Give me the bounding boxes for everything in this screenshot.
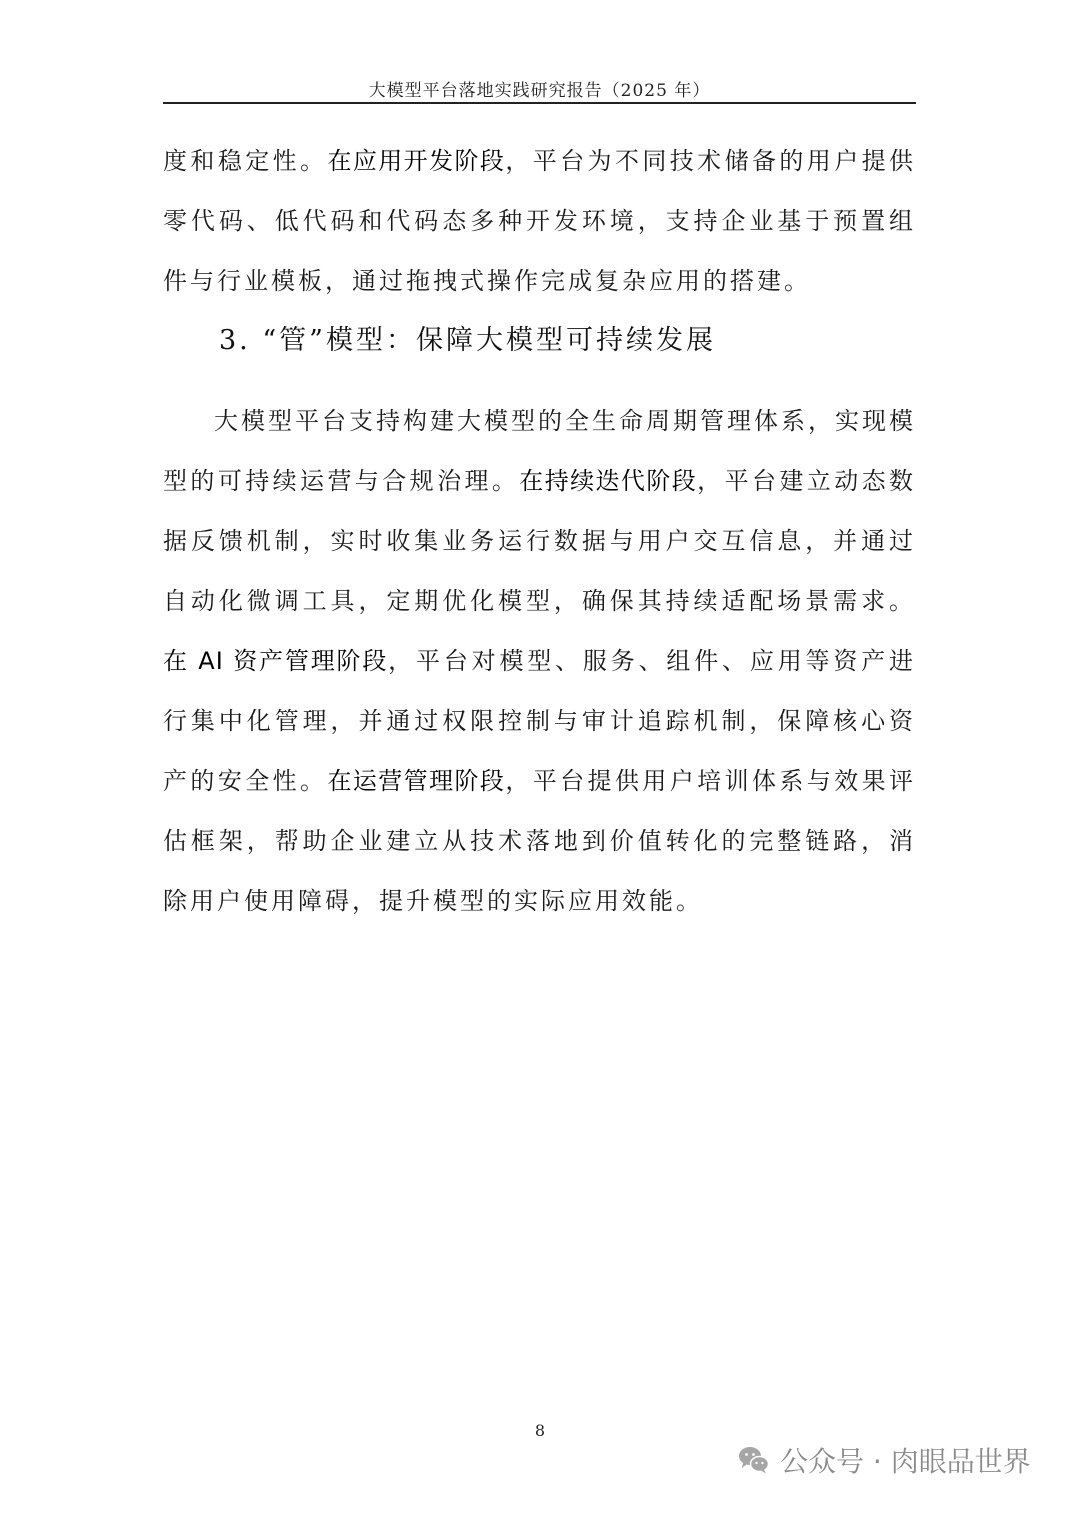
emphasis-app-development-stage: 在应用开发阶段 [327,147,506,175]
paragraph-model-management [163,391,916,931]
page-number: 8 [534,1421,546,1440]
paragraph-text: 度和稳定性。 [163,147,328,175]
watermark [738,1432,1031,1488]
paragraph-text: ，平台建立动态数据反馈机制，实时收集业务运行数据与用户交互信息，并通过自动化微调工具，定期优化模型，确保其持续适配场景需求。 [163,467,917,615]
emphasis-continuous-iteration-stage: 在持续迭代阶段 [519,467,698,495]
emphasis-ai-asset-management-stage: 在 AI 资产管理阶段 [163,647,389,675]
running-header: 大模型平台落地实践研究报告（2025 年） [368,81,711,101]
paragraph-text: ，平台对模型、服务、组件、应用等资产进行集中化管理，并通过权限控制与审计追踪机制，保障核心资产的安全性。 [163,647,916,795]
section-heading: 3. “管”模型：保障大模型可持续发展 [219,325,716,356]
paragraph-text: 大模型平台支持构建大模型的全生命周期管理体系，实现模型的可持续运营与合规治理。 [163,407,916,495]
paragraph-text: ，平台为不同技术储备的用户提供零代码、低代码和代码态多种开发环境，支持企业基于预置组件与行业模板，通过拖拽式操作完成复杂应用的搭建。 [163,147,917,295]
paragraph-app-development [163,131,916,311]
emphasis-operations-management-stage: 在运营管理阶段 [327,767,506,795]
wechat-icon [738,1445,770,1475]
watermark-text: 公众号 · 肉眼品世界 [780,1445,1031,1478]
paragraph-text: ，平台提供用户培训体系与效果评估框架，帮助企业建立从技术落地到价值转化的完整链路，消除用户使用障碍，提升模型的实际应用效能。 [163,767,917,915]
header-rule [163,102,916,104]
